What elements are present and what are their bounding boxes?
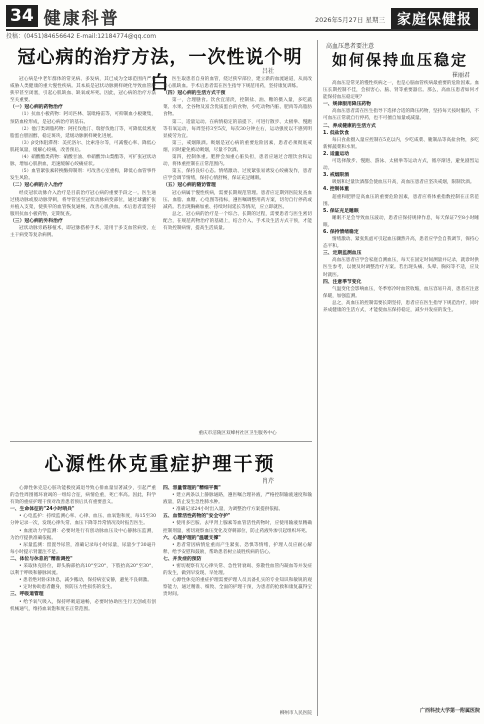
subheading: 二、养成健康的生活方式	[323, 123, 376, 129]
subheading: 三、呼吸道管理	[10, 592, 44, 598]
paragraph: 心源性休克的重症护理需要护理人员具备扎实的专业知识和敏锐的观察能力，通过精准、细致、全面的护理干预，为患者的抢救和康复赢得宝贵时间。	[163, 578, 312, 598]
section-title: 健康科普	[43, 8, 120, 29]
paragraph: 第二，适量运动。在病情稳定的前提下，可进行散步、太极拳、慢跑等有氧运动，每周坚持3至5次，每次30分钟左右，运动强度以不感到明显疲劳为宜。	[163, 119, 312, 139]
article-author: 肖芹	[262, 478, 275, 485]
article-author: 吕社	[262, 68, 275, 75]
paragraph: （3）β受体阻滞剂：美托洛尔、比索洛尔等，可减慢心率、降低心肌耗氧量，缓解心绞痛，改善预后。	[10, 140, 156, 153]
subheading: 4. 控制体重	[323, 187, 350, 193]
subheading: （一）冠心病的药物治疗	[10, 105, 63, 111]
subheading: 七、并发症的预防	[163, 556, 202, 562]
article-column	[10, 485, 156, 717]
paragraph: • 定时协助患者翻身，预防压力性损伤的发生。	[19, 585, 116, 591]
paragraph: 第三，戒烟限酒。吸烟是冠心病的重要危险因素，患者必须彻底戒烟，同时避免被动吸烟，尽量不饮酒。	[163, 140, 312, 153]
paragraph: （4）硝酸酯类药物：硝酸甘油、单硝酸异山梨酯等，可扩张冠状动脉，增加心肌供血，迅速缓解心绞痛症状。	[10, 155, 156, 168]
paragraph: • 尿量监测：留置导尿管，准确记录每小时尿量，尿量少于30毫升每小时提示肾灌注不足。	[10, 542, 156, 555]
subheading: 三、定期监测血压	[323, 251, 362, 257]
subheading: 6. 保持情绪稳定	[323, 229, 359, 235]
paragraph: 总之，高血压的控制需要长期坚持，患者应在医生指导下规范治疗，同时养成健康的生活方式，才能使血压保持稳定，减少并发症的发生。	[323, 300, 479, 313]
article-kicker: 高血压患者要注意	[326, 43, 375, 50]
newspaper-brand: 家庭保健报	[391, 8, 478, 30]
paragraph: 高血压患者应学会家庭自测血压，每天在固定时间测量并记录，就诊时供医生参考，以便及时调整治疗方案。若出现头痛、头晕、胸闷等不适，应及时就医。	[323, 258, 479, 278]
subheading: 四、容量管理的"精细平衡"	[163, 486, 221, 491]
page-number: 34	[6, 5, 38, 27]
paragraph: • 血流动力学监测：必要时进行有创动脉血压及中心静脉压监测，为治疗提供准确依据。	[10, 528, 156, 541]
paragraph: 吸烟和过量饮酒都会使血压升高，高血压患者应坚决戒烟，限制饮酒。	[332, 180, 475, 186]
paragraph: 第四，控制体重。肥胖会加重心脏负担，患者应通过合理饮食和运动，将体重控制在正常范围内。	[163, 155, 312, 168]
subheading: 一、生命体征的"24小时哨兵"	[10, 507, 75, 513]
subheading: （四）冠心病的生活方式干预	[163, 91, 226, 97]
issue-date: 2026年5月27日 星期三	[314, 15, 385, 24]
article-divider	[10, 441, 312, 442]
subheading: 六、心理护理的"温暖支撑"	[163, 535, 221, 541]
paragraph: （1）抗血小板药物：阿司匹林、氯吡格雷等，可抑制血小板聚集，预防血栓形成，是冠心病治疗的基石。	[10, 112, 156, 125]
article-title: 如何保持血压稳定	[331, 51, 468, 69]
paragraph: 每日食盐摄入量应控制在5克以内，少吃咸菜、腌制品等高盐食物，多吃新鲜蔬菜和水果。	[323, 137, 479, 150]
paragraph: 心源性休克是心脏功能极度减退导致心排血量显著减少，引起严重的急性周围循环衰竭的一组综合征，病情危重，死亡率高。因此，科学有效的重症护理干预对改善患者预后具有重要意义。	[10, 486, 156, 506]
paragraph: 可选择散步、慢跑、游泳、太极拳等运动方式，循序渐进，避免剧烈运动。	[323, 159, 479, 172]
paragraph: 高血压患者需在医生指导下选择合适的降压药物，坚持每天按时服药，不可血压正常就自行停药，也不可擅自加量或减量。	[323, 109, 479, 122]
paragraph: • 密切观察有无心律失常、急性肾衰竭、弥散性血管内凝血等并发症的发生，做到早发现、早处理。	[163, 564, 312, 577]
article-column	[323, 80, 479, 702]
paragraph: 第五，保持良好心态。情绪激动、过度紧张易诱发心绞痛发作，患者应学会调节情绪，保持心情舒畅，保证充足睡眠。	[163, 169, 312, 182]
subheading: 二、体位与休息的"精准调控"	[10, 556, 73, 562]
subheading: （五）冠心病的随访管理	[163, 183, 216, 189]
article-column	[163, 485, 312, 707]
paragraph: 高血压是常见的慢性疾病之一，也是心脑血管疾病最重要的危险因素。血压长期控制不佳，会损害心、脑、肾等重要器官。那么，高血压患者如何才能保持血压稳定呢？	[323, 81, 479, 101]
article-affiliation: 重庆市涪陵区双峰村社区卫生服务中心	[198, 431, 277, 436]
article-author: 崔丽君	[452, 72, 471, 79]
subheading: 1. 低盐饮食	[323, 130, 350, 136]
paragraph: 总之，冠心病的治疗是一个综合、长期的过程，需要患者与医生密切配合，在规范药物治疗的基础上，结合介入、手术及生活方式干预，才能有效控制病情，提高生活质量。	[163, 211, 312, 231]
paragraph: • 采取休克卧位，即头胸部抬高10°至20°，下肢抬高20°至30°，以利于呼吸和静脉回流。	[10, 564, 156, 577]
article-column	[10, 76, 156, 436]
paragraph: 冠心病属于慢性疾病，需要长期规范管理。患者应定期到医院复查血压、血脂、血糖、心电图等指标，遵医嘱调整用药方案，切勿自行停药或减药。若出现胸痛加重、持续时间延长等情况，应立即就医。	[163, 190, 312, 210]
article-title: 冠心病的治疗方法，一次性说个明白	[17, 47, 303, 94]
article-column	[163, 76, 312, 426]
paragraph: 情绪激动、紧张焦虑可引起血压骤然升高，患者应学会自我调节，保持心态平和。	[323, 237, 479, 250]
paragraph: 气温变化会影响血压，冬季寒冷时血管收缩，血压容易升高，患者应注意保暖，加强监测。	[323, 286, 479, 299]
subheading: 五、血管活性药物的"安全守护"	[163, 514, 231, 520]
contact-line: 投稿：(0451)84656642 E-mail:12184774@qq.com	[6, 33, 157, 40]
paragraph: • 患者常因病情危重而产生紧张、恐惧等情绪，护理人员应耐心解释，给予安慰和鼓励，帮助患者树立战胜疾病的信心。	[163, 542, 312, 555]
paragraph: 睡眠不足会导致血压波动，患者应保持规律作息，每天保证7至8小时睡眠。	[323, 215, 479, 228]
column-divider	[317, 40, 318, 716]
paragraph: （2）他汀类调脂药物：阿托伐他汀、瑞舒伐他汀等，可降低低密度脂蛋白胆固醇，稳定斑块，延缓动脉粥样硬化进展。	[10, 126, 156, 139]
subheading: （三）冠心病的外科治疗	[10, 218, 63, 224]
paragraph: • 患者绝对卧床休息，减少搬动，保持病室安静，避免不良刺激。	[19, 578, 152, 584]
paragraph: 经皮冠状动脉介入治疗是目前治疗冠心病的重要手段之一。医生通过桡动脉或股动脉穿刺，将导管送至冠状动脉病变部位，通过球囊扩张并植入支架，使狭窄的血管恢复通畅，改善心肌供血。术后患者需坚持服用抗血小板药物，定期复查。	[10, 190, 156, 217]
paragraph: • 使用多巴胺、去甲肾上腺素等血管活性药物时，应使用输液泵精确控制剂量，密切观察血压变化及穿刺部位，防止药液外渗引起组织坏死。	[163, 521, 312, 534]
paragraph: • 心电监护：持续监测心率、心律、血压、血氧饱和度，每15至30分钟记录一次，发现心律失常、血压下降等异常情况及时报告医生。	[10, 514, 156, 527]
page-header-left	[6, 5, 120, 27]
paragraph: （5）血管紧张素转换酶抑制剂：可改善心室重构，降低心血管事件发生风险。	[10, 169, 156, 182]
paragraph: 冠心病是中老年群体的常见病、多发病，其已成为全球范围内严重威胁人类健康的重大慢性疾病。其本质是冠状动脉粥样硬化导致血管腔狭窄甚至闭塞，引起心肌缺血、缺氧或坏死。因此，冠心病的治疗方法至关重要。	[10, 77, 156, 104]
subheading: 5. 保证充足睡眠	[323, 208, 359, 214]
paragraph: • 给予氧气吸入，保持呼吸道通畅，必要时协助医生行无创或有创机械通气，维持血氧饱和度在正常范围。	[10, 599, 156, 612]
subheading: 一、规律服用降压药物	[323, 102, 371, 108]
subheading: 四、注意季节变化	[323, 279, 362, 285]
paragraph: 超重和肥胖是高血压的重要危险因素，患者应将体重指数控制在正常范围。	[323, 194, 479, 207]
article-title: 心源性休克重症护理干预	[44, 453, 276, 475]
subheading: 2. 适量运动	[323, 151, 350, 157]
subheading: 3. 戒烟限酒	[323, 173, 350, 179]
paragraph: 医生取患者自身的血管，绕过狭窄部位，建立新的血流通道，从而改善心肌缺血。手术后患者需在医生指导下规范用药，坚持康复训练。	[163, 77, 312, 90]
paragraph: • 准确记录24小时出入量，为调整治疗方案提供依据。	[172, 507, 284, 513]
paragraph: 第一，合理膳食。饮食宜清淡，控制盐、油、糖的摄入量，多吃蔬菜、水果、全谷物及富含优质蛋白的食物，少吃动物内脏、肥肉等高脂肪食物。	[163, 98, 312, 118]
subheading: （二）冠心病的介入治疗	[10, 183, 63, 189]
paragraph: • 建立两条以上静脉通路，遵医嘱合理补液，严格控制输液速度和输液量，防止发生急性肺水肿。	[163, 493, 312, 506]
article-affiliation: 广西科技大学第一附属医院	[419, 708, 480, 714]
paragraph: 冠状动脉旁路移植术，即冠脉搭桥手术，适用于多支血管病变、左主干病变等复杂病例。	[10, 225, 156, 239]
page-header-right	[315, 8, 478, 30]
article-affiliation: 柳州市人民医院	[279, 711, 312, 716]
